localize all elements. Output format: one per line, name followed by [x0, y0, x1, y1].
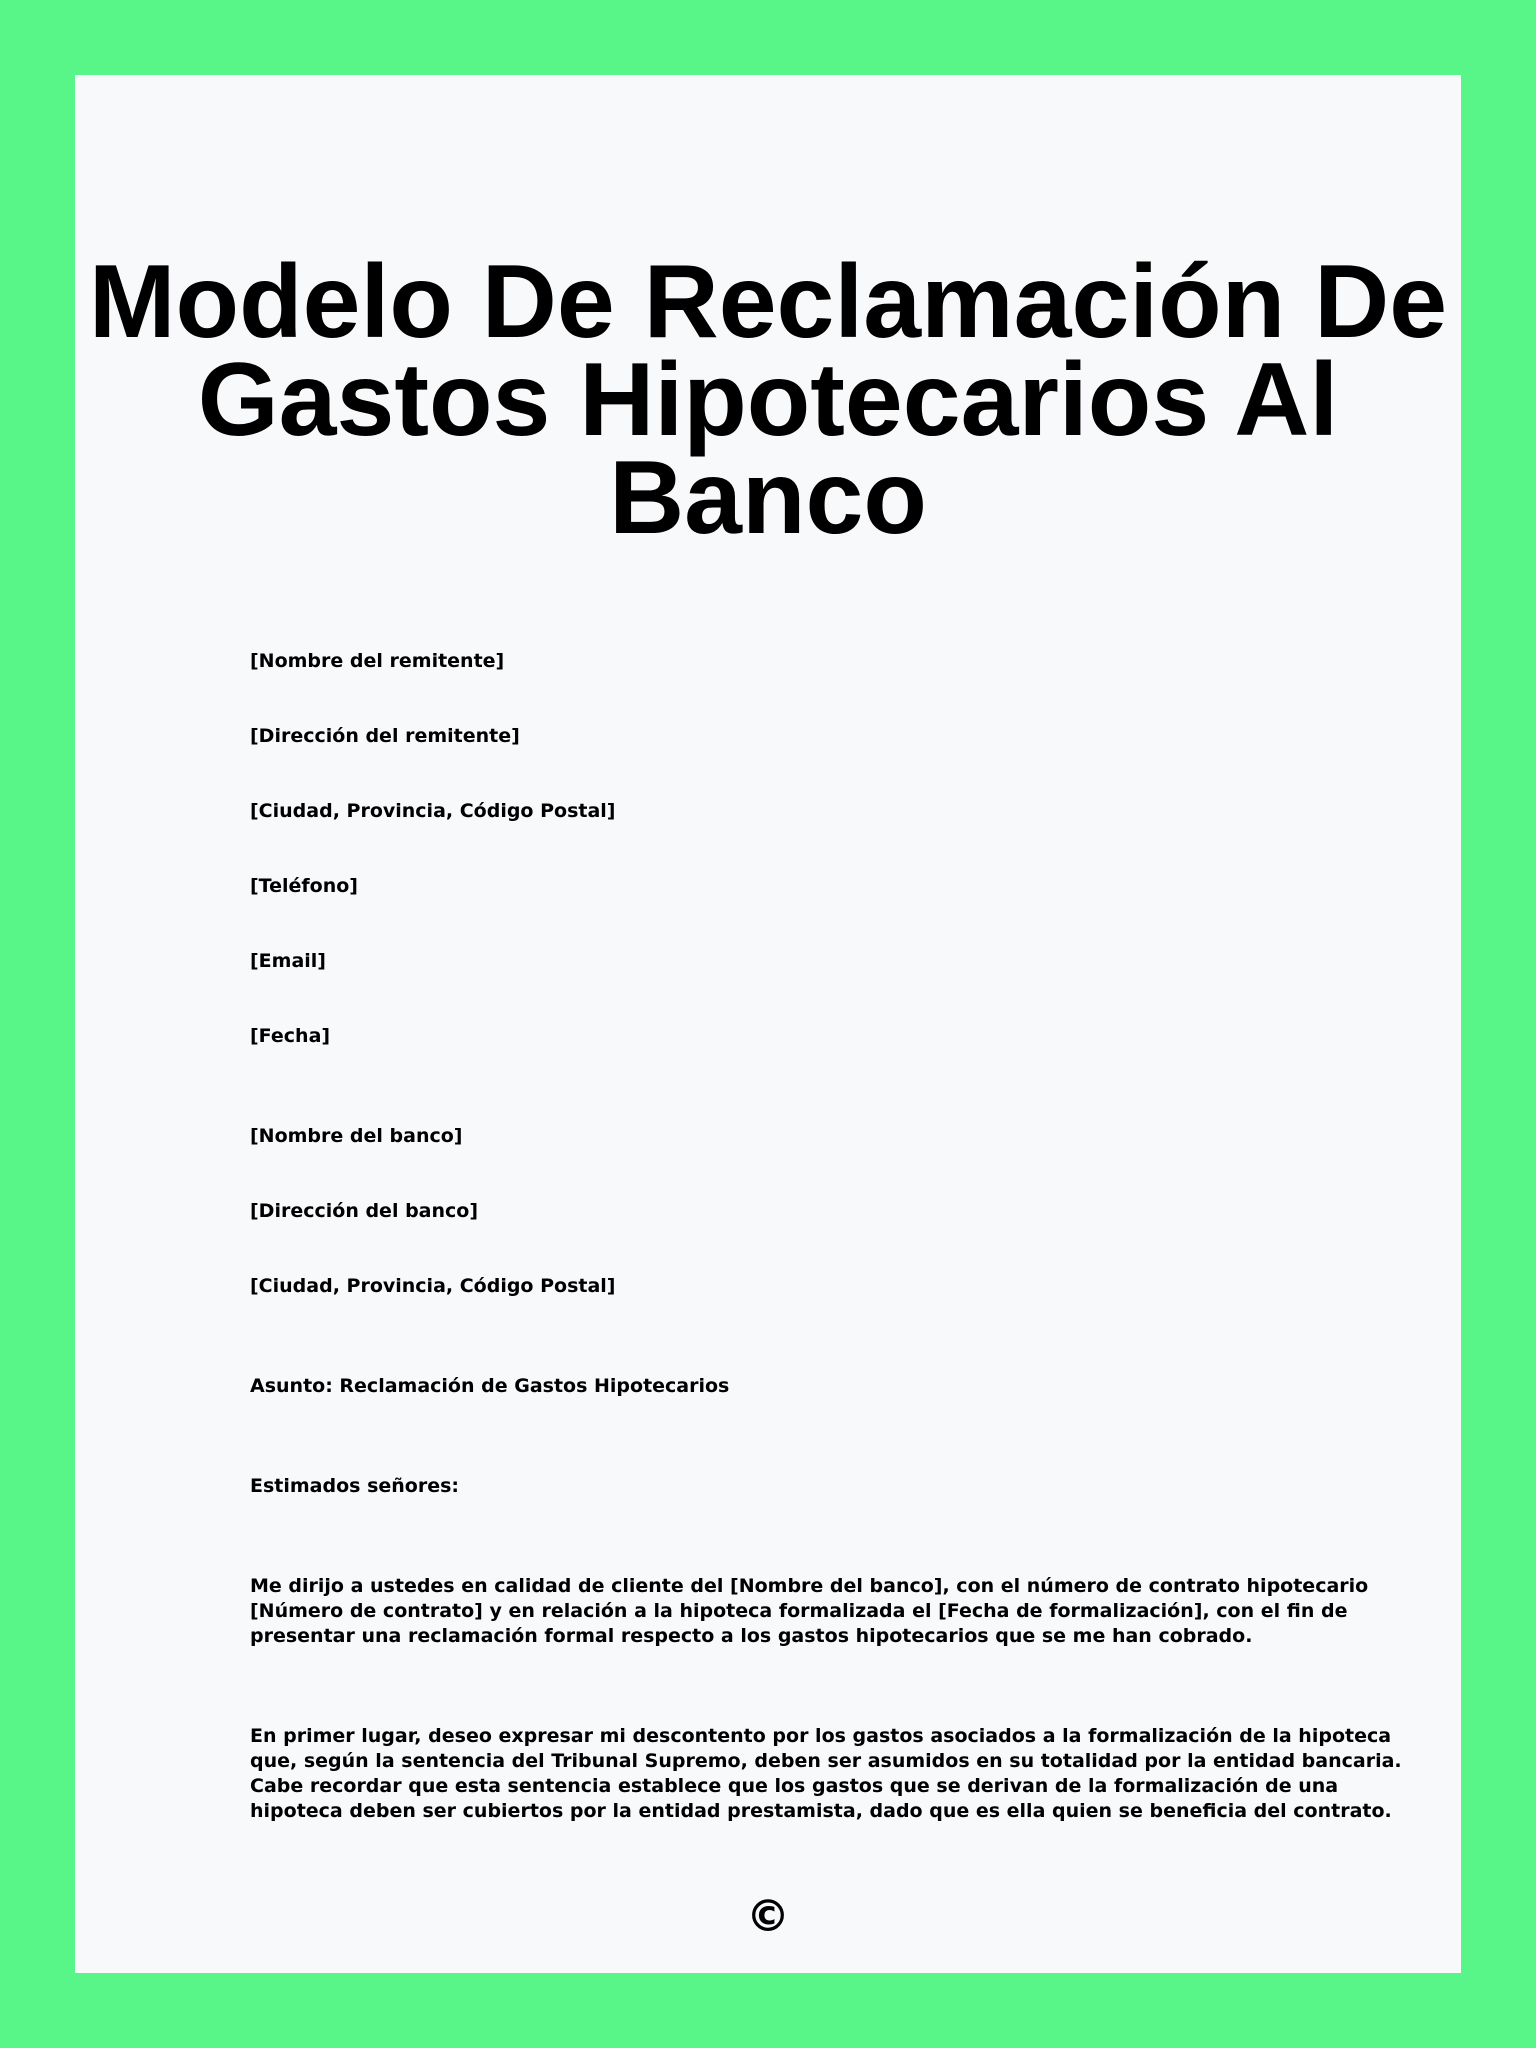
paragraph-line: que, según la sentencia del Tribunal Supremo, deben ser asumidos en su totalidad por la entidad bancaria.: [250, 1750, 1402, 1772]
recipient-city: [Ciudad, Provincia, Código Postal]: [250, 1275, 616, 1297]
paragraph-2: [250, 1724, 1402, 1824]
paragraph-line: Cabe recordar que esta sentencia establece que los gastos que se derivan de la formalización de una: [250, 1775, 1339, 1797]
document-title: [75, 244, 1461, 556]
paragraph-line: presentar una reclamación formal respecto a los gastos hipotecarios que se me han cobrado.: [250, 1625, 1253, 1647]
sender-email: [Email]: [250, 950, 326, 972]
document-page: [75, 75, 1461, 1973]
paragraph-line: En primer lugar, deseo expresar mi descontento por los gastos asociados a la formalización de la hipoteca: [250, 1725, 1392, 1747]
letter-subject: Asunto: Reclamación de Gastos Hipotecarios: [250, 1375, 730, 1397]
paragraph-line: [Número de contrato] y en relación a la hipoteca formalizada el [Fecha de formalización], con el fin de: [250, 1600, 1348, 1622]
letter-greeting: Estimados señores:: [250, 1475, 460, 1497]
title-line: Modelo De Reclamación De: [88, 244, 1448, 360]
sender-name: [Nombre del remitente]: [250, 650, 505, 672]
sender-city: [Ciudad, Provincia, Código Postal]: [250, 800, 616, 822]
sender-address: [Dirección del remitente]: [250, 725, 520, 747]
recipient-name: [Nombre del banco]: [250, 1125, 463, 1147]
copyright-icon: ©: [746, 1891, 790, 1942]
paragraph-1: [250, 1574, 1369, 1649]
paragraph-line: Me dirijo a ustedes en calidad de cliente del [Nombre del banco], con el número de contrato hipotecario: [250, 1575, 1369, 1597]
recipient-address: [Dirección del banco]: [250, 1200, 479, 1222]
letter-date: [Fecha]: [250, 1025, 331, 1047]
title-line: Gastos Hipotecarios Al: [197, 342, 1339, 458]
paragraph-line: hipoteca deben ser cubiertos por la entidad prestamista, dado que es ella quien se beneficia del contrato.: [250, 1800, 1392, 1822]
title-line: Banco: [609, 440, 927, 556]
sender-phone: [Teléfono]: [250, 875, 358, 897]
